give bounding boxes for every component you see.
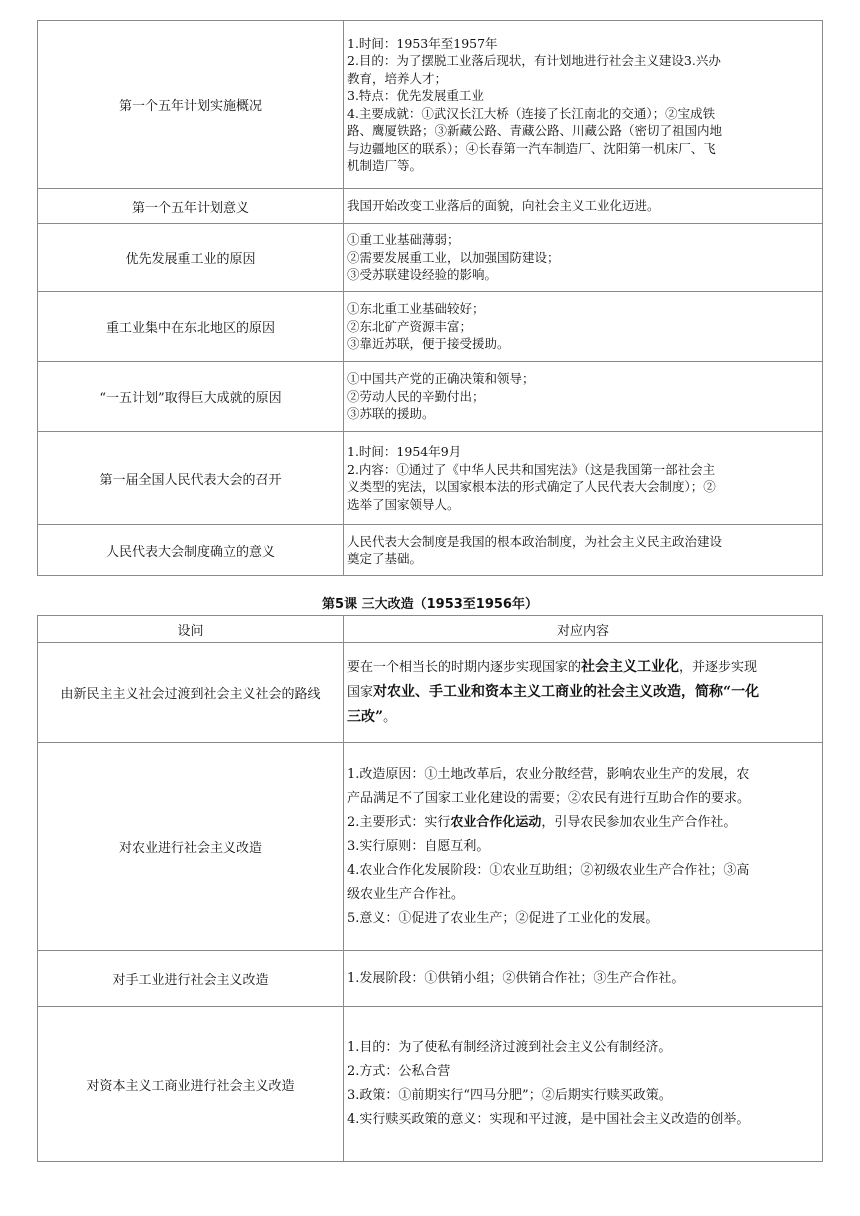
answer-line: 级农业生产合作社。 (347, 886, 465, 902)
question-cell: “一五计划”取得巨大成就的原因 (38, 362, 344, 432)
answer-line: 教育，培养人才； (347, 70, 448, 86)
answer-line: 2.方式：公私合营 (347, 1064, 451, 1079)
answer-line: 4.农业合作化发展阶段：①农业互助组；②初级农业生产合作社；③高 (347, 862, 750, 878)
answer-line: 3.政策：①前期实行“四马分肥”；②后期实行赎买政策。 (347, 1088, 672, 1103)
answer-line (347, 680, 819, 705)
answer-line: 4.主要成就：①武汉长江大桥（连接了长江南北的交通）；②宝成铁 (347, 105, 716, 121)
question-cell: 第一个五年计划意义 (38, 189, 344, 224)
question-cell: 优先发展重工业的原因 (38, 224, 344, 292)
answer-line: 4.实行赎买政策的意义：实现和平过渡，是中国社会主义改造的创举。 (347, 1112, 750, 1127)
answer-cell (344, 525, 823, 576)
answer-cell (344, 951, 823, 1007)
answer-line: 1.时间：1953年至1957年 (347, 35, 498, 51)
answer-line: ①东北重工业基础较好； (347, 301, 485, 317)
answer-line: ②劳动人民的辛勤付出； (347, 388, 485, 404)
answer-line: ②东北矿产资源丰富； (347, 318, 473, 334)
question-cell: 对农业进行社会主义改造 (38, 743, 344, 951)
text-segment: ，并逐步实现 (679, 660, 758, 675)
answer-line: 3.实行原则：自愿互利。 (347, 838, 490, 854)
answer-line: 1.发展阶段：①供销小组；②供销合作社；③生产合作社。 (347, 970, 685, 986)
question-cell: 由新民主主义社会过渡到社会主义社会的路线 (38, 643, 344, 743)
answer-line: ③靠近苏联，便于接受援助。 (347, 336, 510, 352)
answer-line: ①重工业基础薄弱； (347, 232, 460, 248)
table-row (38, 292, 823, 362)
text-segment: 国家 (347, 685, 374, 700)
table-row (38, 951, 823, 1007)
answer-line: 1.改造原因：①土地改革后，农业分散经营，影响农业生产的发展，农 (347, 766, 750, 782)
history-notes-table-1 (37, 20, 823, 576)
table-row (38, 1007, 823, 1162)
answer-line (347, 655, 819, 680)
table-row (38, 189, 823, 224)
table-row (38, 21, 823, 189)
answer-cell (344, 292, 823, 362)
header-question: 设问 (38, 616, 344, 643)
answer-line: 机制造厂等。 (347, 158, 423, 173)
header-answer: 对应内容 (344, 616, 823, 643)
answer-cell (344, 189, 823, 224)
answer-cell (344, 643, 823, 743)
answer-cell (344, 21, 823, 189)
table-header-row (38, 616, 823, 643)
answer-line: 与边疆地区的联系）；④长春第一汽车制造厂、沈阳第一机床厂、飞 (347, 140, 716, 156)
question-cell: 对手工业进行社会主义改造 (38, 951, 344, 1007)
bold-text: 社会主义工业化 (581, 659, 680, 675)
answer-line: 3.特点：优先发展重工业 (347, 88, 484, 103)
table-row (38, 432, 823, 525)
text-segment: 要在一个相当长的时期内逐步实现国家的 (347, 660, 582, 675)
answer-line: ③苏联的援助。 (347, 406, 435, 422)
answer-line: 路、鹰厦铁路；③新藏公路、青藏公路、川藏公路（密切了祖国内地 (347, 123, 723, 138)
bold-text: 三改” (347, 709, 384, 725)
question-cell: 对资本主义工商业进行社会主义改造 (38, 1007, 344, 1162)
answer-line: 1.时间：1954年9月 (347, 444, 462, 459)
answer-line (347, 705, 819, 730)
answer-line: 奠定了基础。 (347, 551, 423, 566)
question-cell: 第一个五年计划实施概况 (38, 21, 344, 189)
answer-cell (344, 362, 823, 432)
question-cell: 人民代表大会制度确立的意义 (38, 525, 344, 576)
table-row (38, 224, 823, 292)
table-row (38, 743, 823, 951)
text-segment: 。 (383, 710, 397, 725)
answer-line: 我国开始改变工业落后的面貌，向社会主义工业化迈进。 (347, 198, 660, 214)
text-segment: ，引导农民参加农业生产合作社。 (541, 814, 737, 830)
answer-cell (344, 432, 823, 525)
answer-line: ②需要发展重工业，以加强国防建设； (347, 249, 560, 265)
answer-cell (344, 743, 823, 951)
text-segment: 2.主要形式：实行 (347, 814, 451, 830)
answer-line: 5.意义：①促进了农业生产；②促进了工业化的发展。 (347, 910, 659, 926)
answer-line: ①中国共产党的正确决策和领导； (347, 371, 535, 387)
answer-cell (344, 224, 823, 292)
lesson-title: 第5课 三大改造（1953至1956年） (322, 597, 538, 612)
table-row (38, 525, 823, 576)
table-row (38, 643, 823, 743)
bold-text: 对农业、手工业和资本主义工商业的社会主义改造，简称“一化 (373, 684, 760, 700)
answer-line: 产品满足不了国家工业化建设的需要；②农民有进行互助合作的要求。 (347, 790, 751, 806)
answer-line: 人民代表大会制度是我国的根本政治制度，为社会主义民主政治建设 (347, 533, 723, 549)
bold-text: 农业合作化运动 (450, 814, 542, 830)
answer-line: 2.目的：为了摆脱工业落后现状，有计划地进行社会主义建设3.兴办 (347, 53, 721, 68)
table-row (38, 362, 823, 432)
question-cell: 第一届全国人民代表大会的召开 (38, 432, 344, 525)
answer-cell (344, 1007, 823, 1162)
answer-line: 1.目的：为了使私有制经济过渡到社会主义公有制经济。 (347, 1040, 672, 1055)
answer-line: 2.内容：①通过了《中华人民共和国宪法》（这是我国第一部社会主 (347, 461, 716, 477)
answer-line (347, 811, 819, 835)
answer-line: 选举了国家领导人。 (347, 496, 460, 512)
answer-line: 义类型的宪法，以国家根本法的形式确定了人民代表大会制度）；② (347, 479, 716, 494)
question-cell: 重工业集中在东北地区的原因 (38, 292, 344, 362)
answer-line: ③受苏联建设经验的影响。 (347, 267, 498, 283)
history-notes-table-2 (37, 615, 823, 1162)
